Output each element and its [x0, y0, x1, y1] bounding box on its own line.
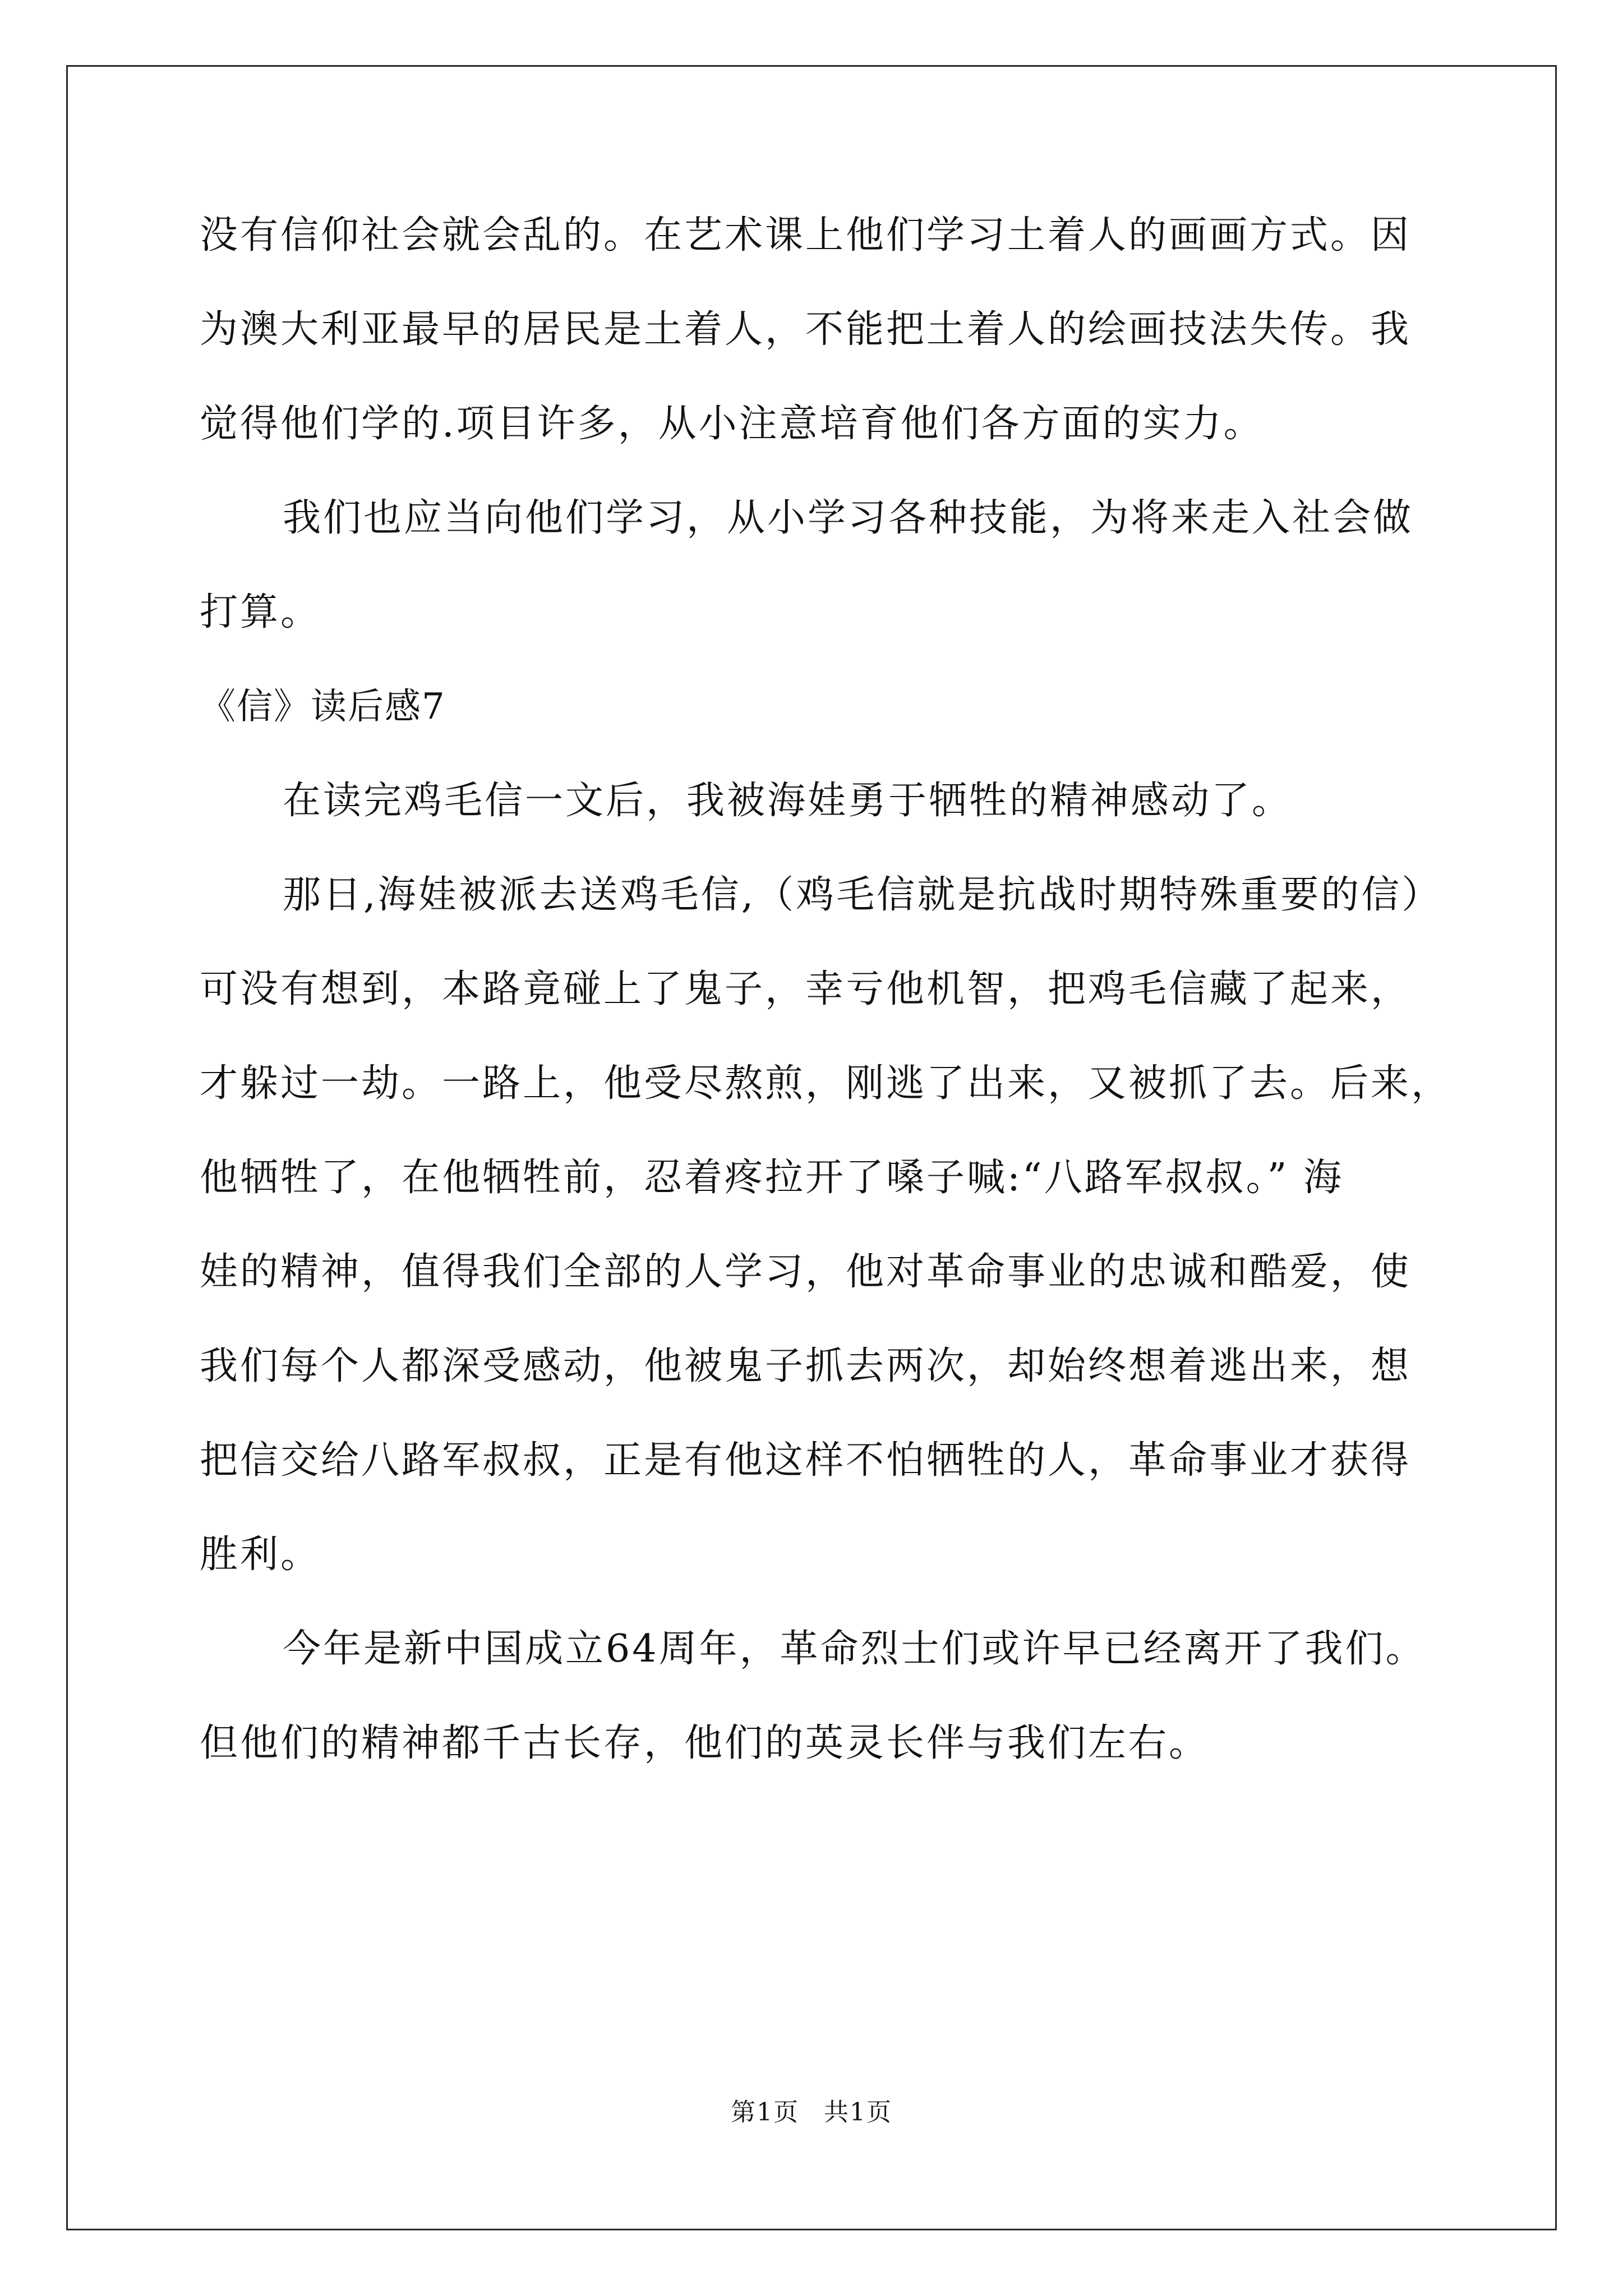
- body-text-line: 但他们的精神都千古长存，他们的英灵长伴与我们左右。: [200, 1721, 1210, 1765]
- body-text-line: 可没有想到，本路竟碰上了鬼子，幸亏他机智，把鸡毛信藏了起来，: [200, 967, 1412, 1011]
- body-text-line: 娃的精神，值得我们全部的人学习，他对革命事业的忠诚和酷爱，使: [200, 1250, 1412, 1294]
- body-text-line: 把信交给八路军叔叔，正是有他这样不怕牺牲的人，革命事业才获得: [200, 1438, 1412, 1483]
- body-text-line: 我们每个人都深受感动，他被鬼子抓去两次，却始终想着逃出来，想: [200, 1344, 1412, 1388]
- paragraph-first-line: 在读完鸡毛信一文后，我被海娃勇于牺牲的精神感动了。: [283, 779, 1293, 823]
- body-text-line: 胜利。: [200, 1533, 321, 1577]
- paragraph-first-line: 那日,海娃被派去送鸡毛信,（鸡毛信就是抗战时期特殊重要的信）: [283, 873, 1442, 917]
- page-border: [66, 65, 1557, 2230]
- body-text-line: 他牺牲了，在他牺牲前，忍着疼拉开了嗓子喊:“八路军叔叔。” 海: [200, 1156, 1344, 1200]
- paragraph-first-line: 今年是新中国成立64周年，革命烈士们或许早已经离开了我们。: [283, 1627, 1426, 1671]
- body-text-line: 打算。: [200, 590, 321, 634]
- page-number: 第1页: [731, 2098, 799, 2127]
- section-heading: 《信》读后感7: [200, 686, 446, 728]
- paragraph-first-line: 我们也应当向他们学习，从小学习各种技能，为将来走入社会做: [283, 496, 1414, 540]
- body-text-line: 才躲过一劫。一路上，他受尽熬煎，刚逃了出来，又被抓了去。后来，: [200, 1061, 1452, 1106]
- page-total: 共1页: [824, 2098, 892, 2127]
- page-footer: [0, 2097, 1623, 2128]
- body-text-line: 觉得他们学的.项目许多，从小注意培育他们各方面的实力。: [200, 402, 1264, 446]
- body-text-line: 为澳大利亚最早的居民是土着人，不能把土着人的绘画技法失传。我: [200, 307, 1412, 352]
- body-text-line: 没有信仰社会就会乱的。在艺术课上他们学习土着人的画画方式。因: [200, 213, 1412, 257]
